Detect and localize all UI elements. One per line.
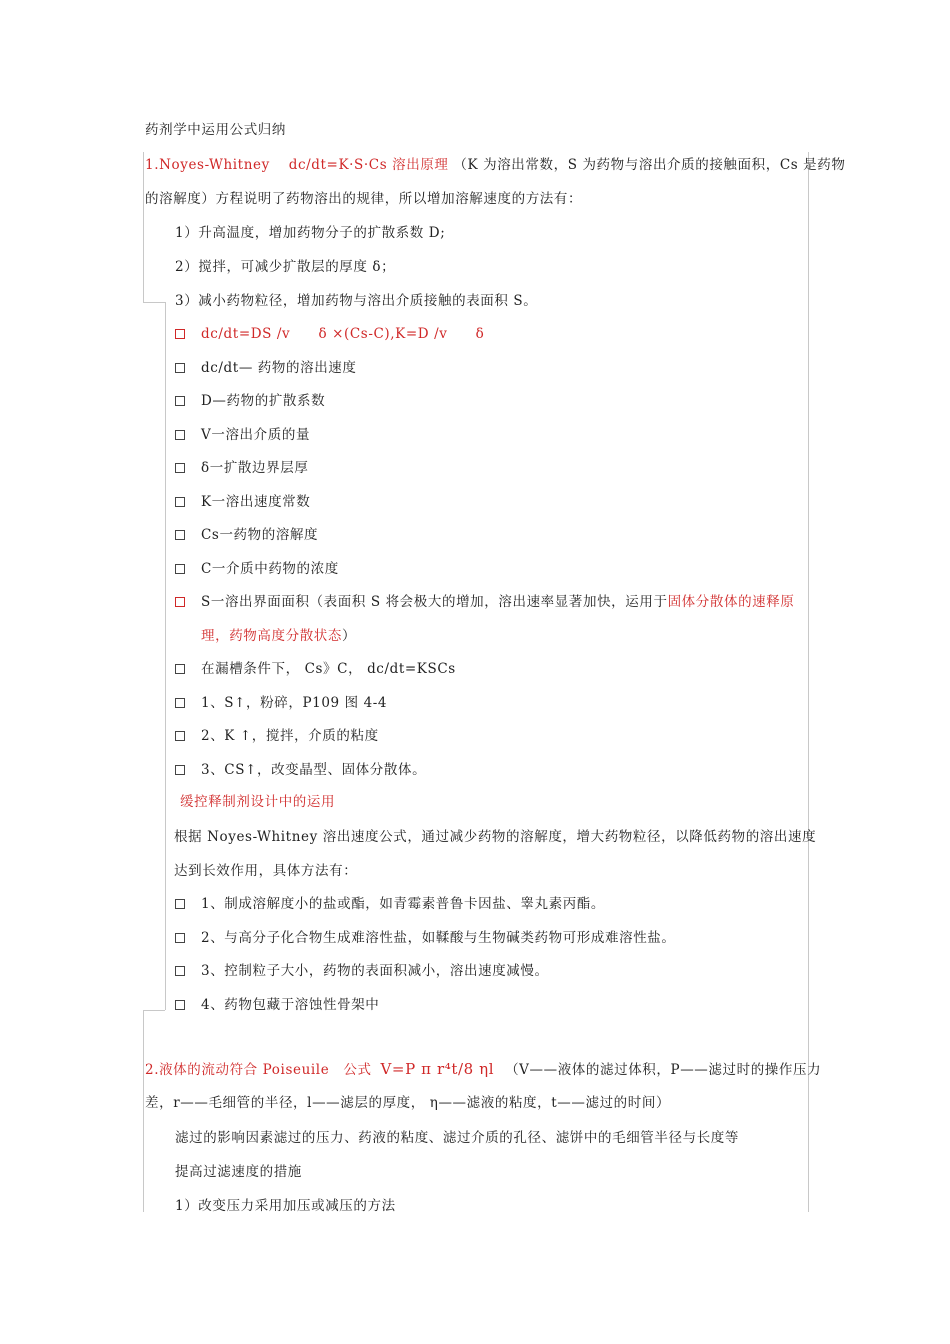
- checkbox-icon: [175, 765, 185, 775]
- table-rule-left-upper: [143, 152, 144, 302]
- checkbox-icon: [175, 966, 185, 976]
- filtration-factors: 滤过的影响因素滤过的压力、药液的粘度、滤过介质的孔径、滤饼中的毛细管半径与长度等: [175, 1130, 739, 1146]
- checklist-item: 4、药物包藏于溶蚀性骨架中: [175, 995, 379, 1015]
- noyes-whitney-definition: （K 为溶出常数，S 为药物与溶出介质的接触面积，Cs 是药物: [453, 157, 846, 173]
- sustained-release-subheading: 缓控释制剂设计中的运用: [180, 794, 336, 810]
- checkbox-icon: [175, 497, 185, 507]
- method-item: 3）减小药物粒径，增加药物与溶出介质接触的表面积 S。: [175, 293, 538, 309]
- noyes-whitney-line-2: 的溶解度）方程说明了药物溶出的规律，所以增加溶解速度的方法有：: [145, 191, 583, 207]
- checklist-item: 1、S↑，粉碎，P109 图 4-4: [175, 693, 387, 713]
- checklist-item: 2、与高分子化合物生成难溶性盐，如鞣酸与生物碱类药物可形成难溶性盐。: [175, 928, 676, 948]
- checklist-item: V一溶出介质的量: [175, 425, 310, 445]
- poiseuille-formula: V=P π r⁴t/8 ηl: [380, 1060, 495, 1078]
- table-rule-right: [808, 152, 809, 1212]
- checkbox-icon: [175, 363, 185, 373]
- checklist-item: D—药物的扩散系数: [175, 391, 325, 411]
- sustained-release-intro-2: 达到长效作用，具体方法有：: [174, 863, 358, 879]
- method-item: 2）搅拌，可减少扩散层的厚度 δ；: [175, 259, 396, 275]
- table-rule-step-1: [143, 302, 165, 303]
- noyes-whitney-formula: dc/dt=K·S·Cs 溶出原理: [288, 157, 449, 173]
- checklist-item: 1、制成溶解度小的盐或酯，如青霉素普鲁卡因盐、睾丸素丙酯。: [175, 894, 605, 914]
- checklist-item: 3、CS↑，改变晶型、固体分散体。: [175, 760, 426, 780]
- section-1-heading: 1.Noyes-Whitney: [145, 157, 270, 173]
- checkbox-icon: [175, 564, 185, 574]
- checklist-item-formula: dc/dt=DS /v δ ×(Cs-C),K=D /v δ: [175, 324, 484, 344]
- checkbox-icon: [175, 899, 185, 909]
- filtration-measures-title: 提高过滤速度的措施: [175, 1164, 302, 1180]
- checklist-item: Cs一药物的溶解度: [175, 525, 318, 545]
- checklist-item-surface-area: S一溶出界面面积（表面积 S 将会极大的增加，溶出速率显著加快，运用于固体分散体的速释原: [175, 592, 794, 612]
- checklist-item: 3、控制粒子大小，药物的表面积减小，溶出速度减慢。: [175, 961, 549, 981]
- checkbox-icon: [175, 530, 185, 540]
- checklist-item: 在漏槽条件下， Cs》C， dc/dt=KSCs: [175, 659, 456, 679]
- table-rule-left-middle: [165, 302, 166, 1010]
- noyes-whitney-line-1: [145, 155, 846, 175]
- checkbox-icon: [175, 731, 185, 741]
- checkbox-icon: [175, 463, 185, 473]
- page-title: 药剂学中运用公式归纳: [145, 122, 286, 138]
- checkbox-icon: [175, 396, 185, 406]
- checkbox-icon: [175, 933, 185, 943]
- checkbox-icon: [175, 597, 185, 607]
- checkbox-icon: [175, 698, 185, 708]
- checkbox-icon: [175, 329, 185, 339]
- checklist-item: δ一扩散边界层厚: [175, 458, 308, 478]
- table-rule-step-2: [143, 1010, 165, 1011]
- poiseuille-line-2: 差，r——毛细管的半径，l——滤层的厚度， η——滤液的粘度，t——滤过的时间）: [145, 1095, 671, 1111]
- section-2-heading: 2.液体的流动符合 Poiseuile 公式: [145, 1062, 372, 1078]
- checkbox-icon: [175, 430, 185, 440]
- poiseuille-line-1: [145, 1059, 821, 1080]
- checkbox-icon: [175, 1000, 185, 1010]
- poiseuille-definition: （V——液体的滤过体积，P——滤过时的操作压力: [505, 1062, 822, 1078]
- table-rule-left-lower: [143, 1010, 144, 1212]
- checkbox-icon: [175, 664, 185, 674]
- sustained-release-intro-1: 根据 Noyes-Whitney 溶出速度公式，通过减少药物的溶解度，增大药物粒径，以降低药物的溶出速度: [174, 829, 817, 845]
- checklist-item: 2、K ↑，搅拌，介质的粘度: [175, 726, 379, 746]
- filtration-measure-item: 1）改变压力采用加压或减压的方法: [175, 1198, 396, 1214]
- checklist-item: C一介质中药物的浓度: [175, 559, 339, 579]
- method-item: 1）升高温度，增加药物分子的扩散系数 D;: [175, 225, 446, 241]
- checklist-item: dc/dt— 药物的溶出速度: [175, 358, 357, 378]
- checklist-item-surface-area-cont: 理，药物高度分散状态）: [201, 628, 357, 644]
- checklist-item: K一溶出速度常数: [175, 492, 310, 512]
